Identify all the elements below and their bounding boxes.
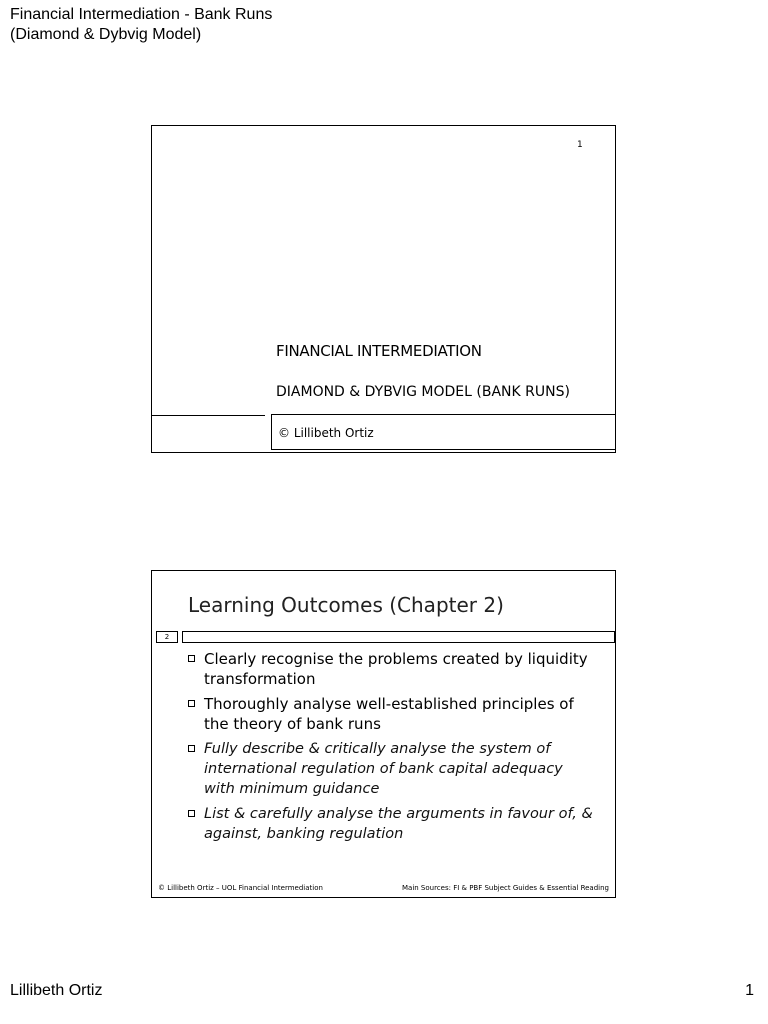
slide-title: Learning Outcomes (Chapter 2): [188, 593, 504, 617]
slide-1: [151, 125, 616, 453]
page-number: 1: [745, 982, 754, 999]
square-bullet-icon: [188, 745, 195, 752]
slide-subtitle: DIAMOND & DYBVIG MODEL (BANK RUNS): [276, 384, 570, 400]
slide-title: FINANCIAL INTERMEDIATION: [276, 342, 482, 360]
slide-number: 2: [156, 631, 178, 643]
header-subtitle: (Diamond & Dybvig Model): [10, 26, 202, 43]
square-bullet-icon: [188, 655, 195, 662]
slide-footer-left: © Lillibeth Ortiz – UOL Financial Intermediation: [158, 884, 323, 892]
footer-author: Lillibeth Ortiz: [10, 982, 103, 999]
bullet-item: Fully describe & critically analyse the system of international regulation of bank capital adequacy with minimum guidance: [186, 739, 596, 799]
copyright-box: [271, 414, 616, 450]
slide-number: 1: [577, 140, 583, 150]
divider-line: [152, 415, 265, 416]
slide-footer-right: Main Sources: FI & PBF Subject Guides & Essential Reading: [401, 884, 609, 892]
bullet-list: [186, 649, 596, 849]
bullet-item: List & carefully analyse the arguments in favour of, & against, banking regulation: [186, 804, 596, 844]
slide-2: [151, 570, 616, 898]
page-header: [10, 5, 272, 45]
square-bullet-icon: [188, 810, 195, 817]
title-underline-bar: [182, 631, 615, 643]
square-bullet-icon: [188, 700, 195, 707]
bullet-item: Thoroughly analyse well-established principles of the theory of bank runs: [186, 694, 596, 734]
header-title: Financial Intermediation - Bank Runs: [10, 6, 273, 23]
copyright-text: © Lillibeth Ortiz: [278, 426, 374, 440]
bullet-item: Clearly recognise the problems created by liquidity transformation: [186, 649, 596, 689]
